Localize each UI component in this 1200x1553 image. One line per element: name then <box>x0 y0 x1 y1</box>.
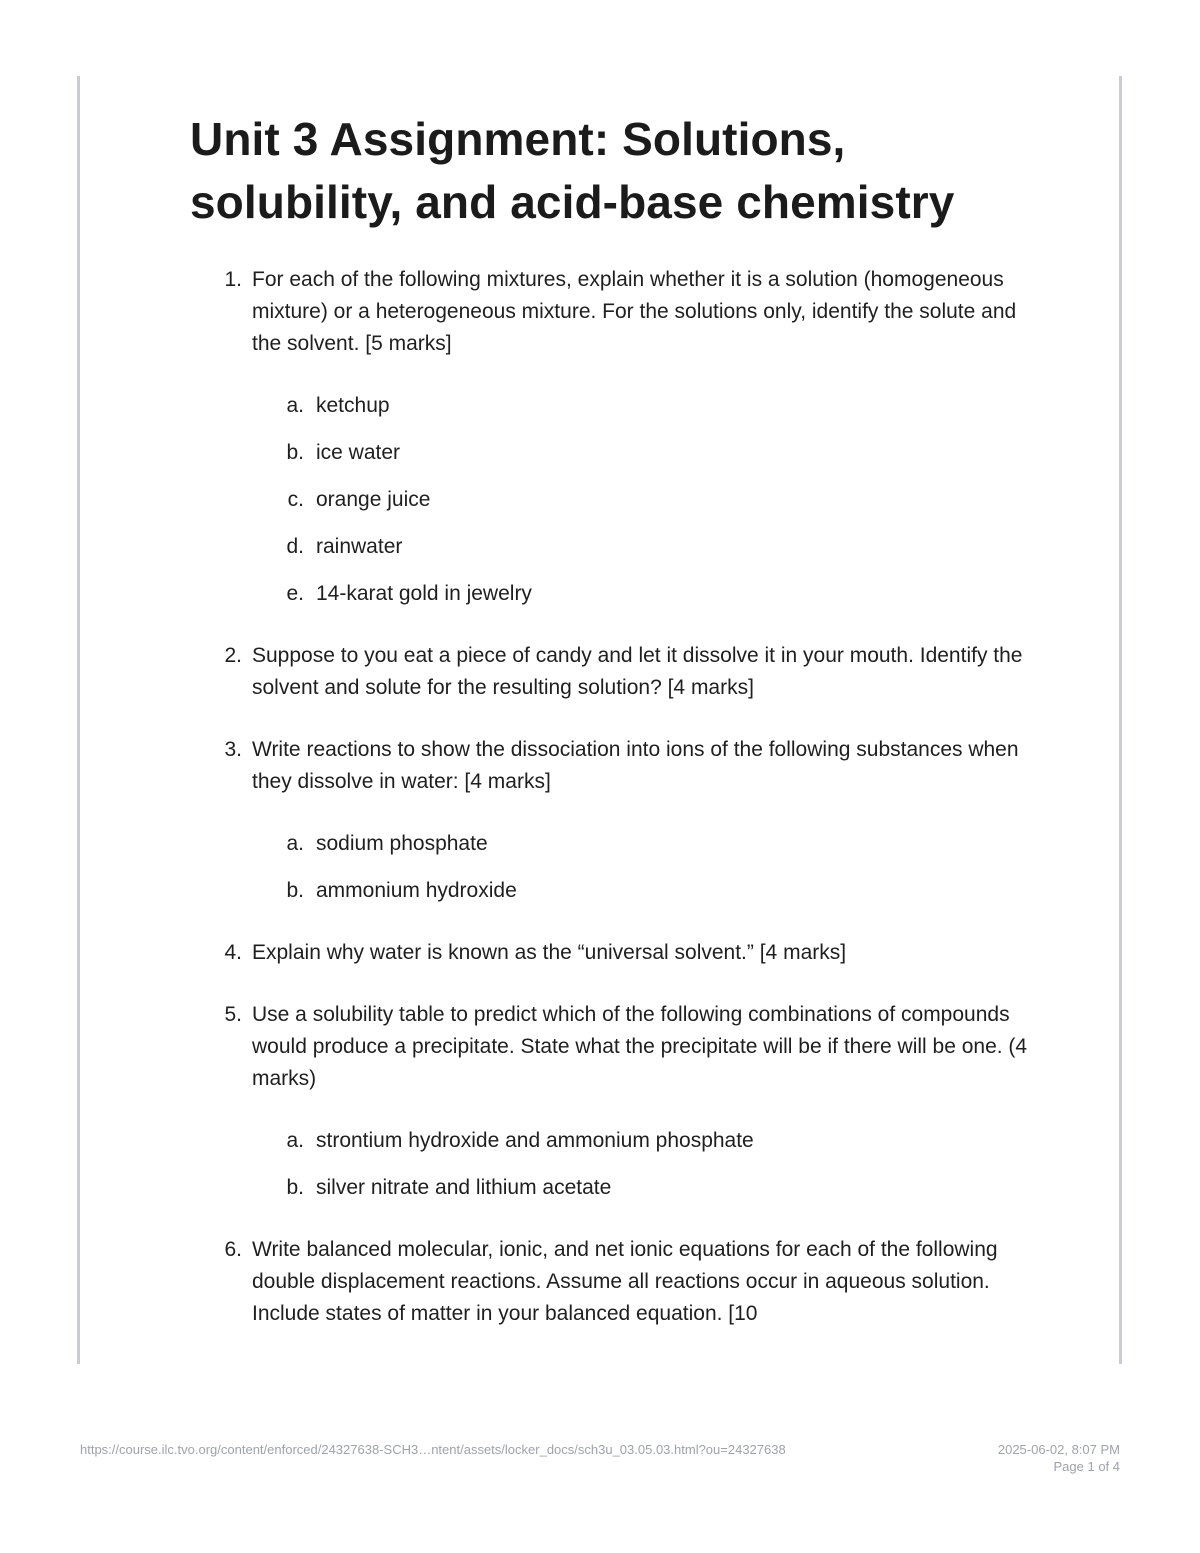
item-letter: b. <box>286 441 304 464</box>
title-line-1: Unit 3 Assignment: Solutions, <box>190 113 846 165</box>
item-letter: a. <box>286 394 304 417</box>
question-3 <box>190 734 1030 907</box>
item-text: silver nitrate and lithium acetate <box>316 1176 612 1199</box>
question-text: Write balanced molecular, ionic, and net ionic equations for each of the following double displacement reactions. Assume all reactions occur in aqueous solution. Include states of matter in your balanced equation. [10 <box>252 1238 998 1325</box>
sub-item-list <box>252 1125 1030 1204</box>
item-letter: b. <box>286 1176 304 1199</box>
footer-timestamp: 2025-06-02, 8:07 PM <box>997 1442 1120 1457</box>
sub-item-list <box>252 390 1030 610</box>
item-letter: d. <box>286 535 304 558</box>
question-list <box>190 264 1030 1330</box>
question-text: Use a solubility table to predict which of the following combinations of compounds would produce a precipitate. State what the precipitate will be if there will be one. (4 marks) <box>252 1003 1028 1090</box>
question-number: 4. <box>224 941 242 964</box>
question-6 <box>190 1234 1030 1330</box>
list-item <box>252 531 1030 563</box>
list-item <box>252 1172 1030 1204</box>
item-text: 14-karat gold in jewelry <box>316 582 532 605</box>
footer-page-number: Page 1 of 4 <box>1053 1459 1120 1474</box>
list-item <box>252 484 1030 516</box>
item-text: ketchup <box>316 394 390 417</box>
document-body <box>190 108 1030 1360</box>
list-item <box>252 578 1030 610</box>
sub-item-list <box>252 828 1030 907</box>
footer-url: https://course.ilc.tvo.org/content/enforced/24327638-SCH3…ntent/assets/locker_docs/sch3u_03.05.03.html?ou=24327638 <box>80 1442 786 1457</box>
question-text: Suppose to you eat a piece of candy and let it dissolve it in your mouth. Identify the solvent and solute for the resulting solution? [4 marks] <box>252 644 1023 699</box>
item-letter: a. <box>286 1129 304 1152</box>
list-item <box>252 828 1030 860</box>
question-text: For each of the following mixtures, explain whether it is a solution (homogeneous mixture) or a heterogeneous mixture. For the solutions only, identify the solute and the solvent. [5 marks] <box>252 268 1017 355</box>
question-number: 1. <box>224 268 242 291</box>
item-letter: b. <box>286 879 304 902</box>
item-letter: c. <box>287 488 304 511</box>
item-text: rainwater <box>316 535 403 558</box>
question-text: Write reactions to show the dissociation into ions of the following substances when they dissolve in water: [4 marks] <box>252 738 1019 793</box>
question-number: 3. <box>224 738 242 761</box>
right-margin-rule <box>1119 76 1122 1364</box>
question-number: 6. <box>224 1238 242 1261</box>
item-text: strontium hydroxide and ammonium phosphate <box>316 1129 754 1152</box>
question-number: 5. <box>224 1003 242 1026</box>
page-title <box>190 108 1030 234</box>
item-letter: e. <box>286 582 304 605</box>
item-text: ice water <box>316 441 401 464</box>
question-text: Explain why water is known as the “universal solvent.” [4 marks] <box>252 941 847 964</box>
footer-meta <box>998 1441 1120 1475</box>
list-item <box>252 390 1030 422</box>
list-item <box>252 875 1030 907</box>
question-2 <box>190 640 1030 704</box>
question-1 <box>190 264 1030 610</box>
question-5 <box>190 999 1030 1204</box>
left-margin-rule <box>77 76 80 1364</box>
item-text: ammonium hydroxide <box>316 879 517 902</box>
question-number: 2. <box>224 644 242 667</box>
list-item <box>252 1125 1030 1157</box>
title-line-2: solubility, and acid-base chemistry <box>190 176 955 228</box>
question-4 <box>190 937 1030 969</box>
list-item <box>252 437 1030 469</box>
item-letter: a. <box>286 832 304 855</box>
item-text: sodium phosphate <box>316 832 488 855</box>
item-text: orange juice <box>316 488 431 511</box>
